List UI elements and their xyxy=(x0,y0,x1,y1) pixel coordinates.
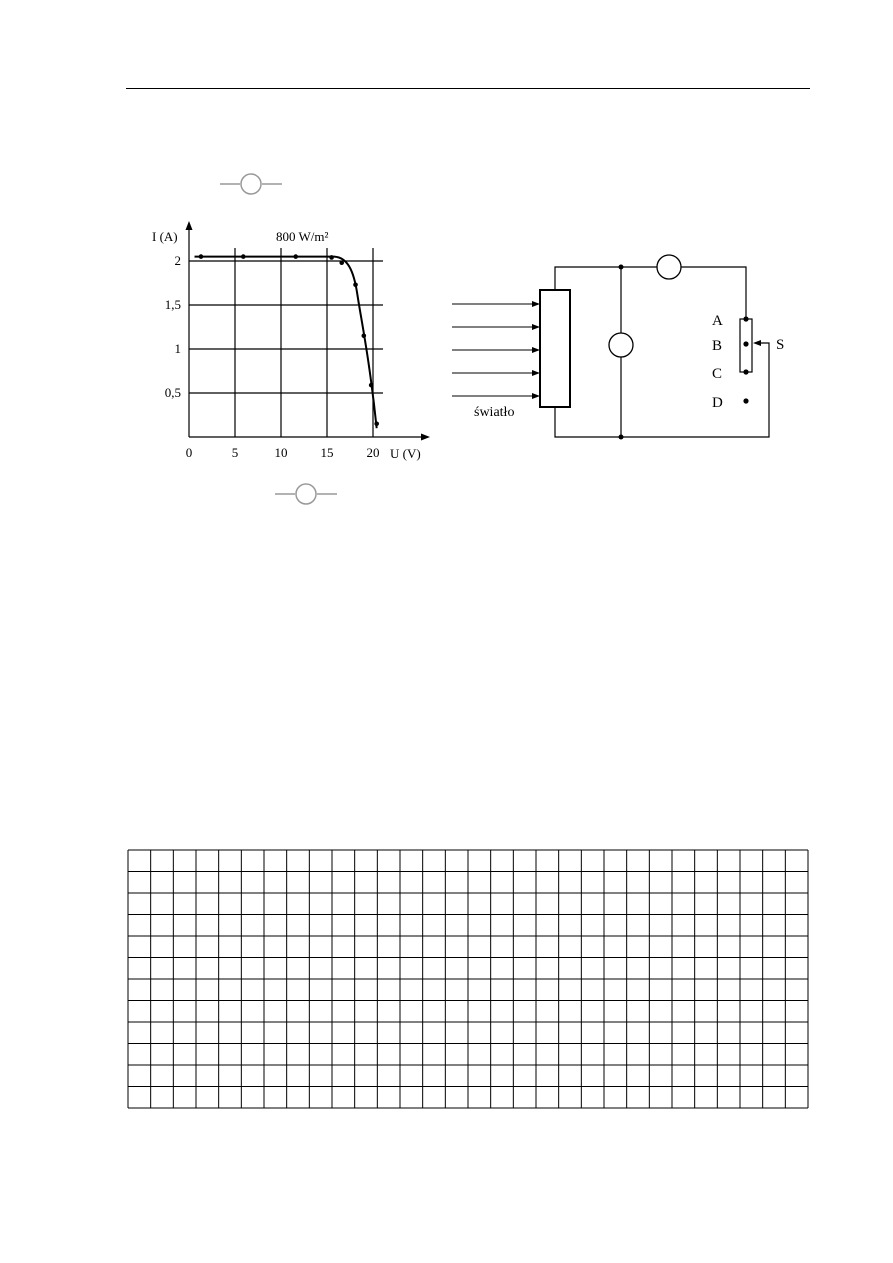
y-axis-label: I (A) xyxy=(152,229,178,244)
voltmeter-symbol xyxy=(609,333,633,357)
x-tick-label: 10 xyxy=(274,445,288,460)
terminal-d-dot xyxy=(743,398,748,403)
terminal-label-a: A xyxy=(712,313,723,329)
light-arrow xyxy=(452,347,540,353)
y-tick-label: 0,5 xyxy=(164,385,181,400)
x-tick-label: 5 xyxy=(231,445,239,460)
terminal-b-dot xyxy=(743,341,748,346)
data-point xyxy=(362,334,367,339)
slider-label: S xyxy=(776,337,785,353)
light-arrow xyxy=(452,393,540,399)
data-point xyxy=(374,422,379,427)
light-arrow xyxy=(452,370,540,376)
slider-arrow xyxy=(753,340,761,346)
answer-grid[interactable] xyxy=(127,849,809,1109)
circuit-wires xyxy=(555,267,769,437)
x-tick-label: 20 xyxy=(366,445,380,460)
y-tick-label: 1 xyxy=(174,341,181,356)
data-point xyxy=(353,282,358,287)
junction-top xyxy=(619,265,624,270)
terminal-label-b: B xyxy=(712,338,723,354)
x-axis-label: U (V) xyxy=(390,446,421,461)
terminal-a-dot xyxy=(743,316,748,321)
iv-characteristic-chart xyxy=(140,215,445,465)
light-label: światło xyxy=(474,405,515,420)
light-arrow xyxy=(452,324,540,330)
header-rule xyxy=(126,88,810,89)
tick-labels xyxy=(165,253,380,460)
ammeter-symbol xyxy=(657,255,681,279)
terminal-c-dot xyxy=(743,369,748,374)
data-point xyxy=(199,254,204,259)
data-points xyxy=(199,254,379,426)
x-tick-label: 15 xyxy=(320,445,334,460)
bottom-meter-symbol xyxy=(273,482,339,506)
light-arrow xyxy=(452,301,540,307)
terminal-label-c: C xyxy=(712,366,723,382)
x-tick-label: 0 xyxy=(185,445,193,460)
light-arrows xyxy=(452,301,540,399)
circuit-diagram xyxy=(445,245,790,455)
data-point xyxy=(329,255,334,260)
chart-title: 800 W/m² xyxy=(276,229,329,244)
iv-curve xyxy=(195,257,377,429)
top-meter-symbol xyxy=(218,172,284,196)
data-point xyxy=(369,383,374,388)
solar-panel xyxy=(540,290,570,407)
data-point xyxy=(293,254,298,259)
y-tick-label: 2 xyxy=(174,253,181,268)
x-axis-arrow xyxy=(421,434,430,441)
iv-curve-line xyxy=(195,257,377,429)
terminal-label-d: D xyxy=(712,395,723,411)
junction-bottom xyxy=(619,435,624,440)
y-axis-arrow xyxy=(186,221,193,230)
y-tick-label: 1,5 xyxy=(164,297,181,312)
data-point xyxy=(339,260,344,265)
data-point xyxy=(241,254,246,259)
